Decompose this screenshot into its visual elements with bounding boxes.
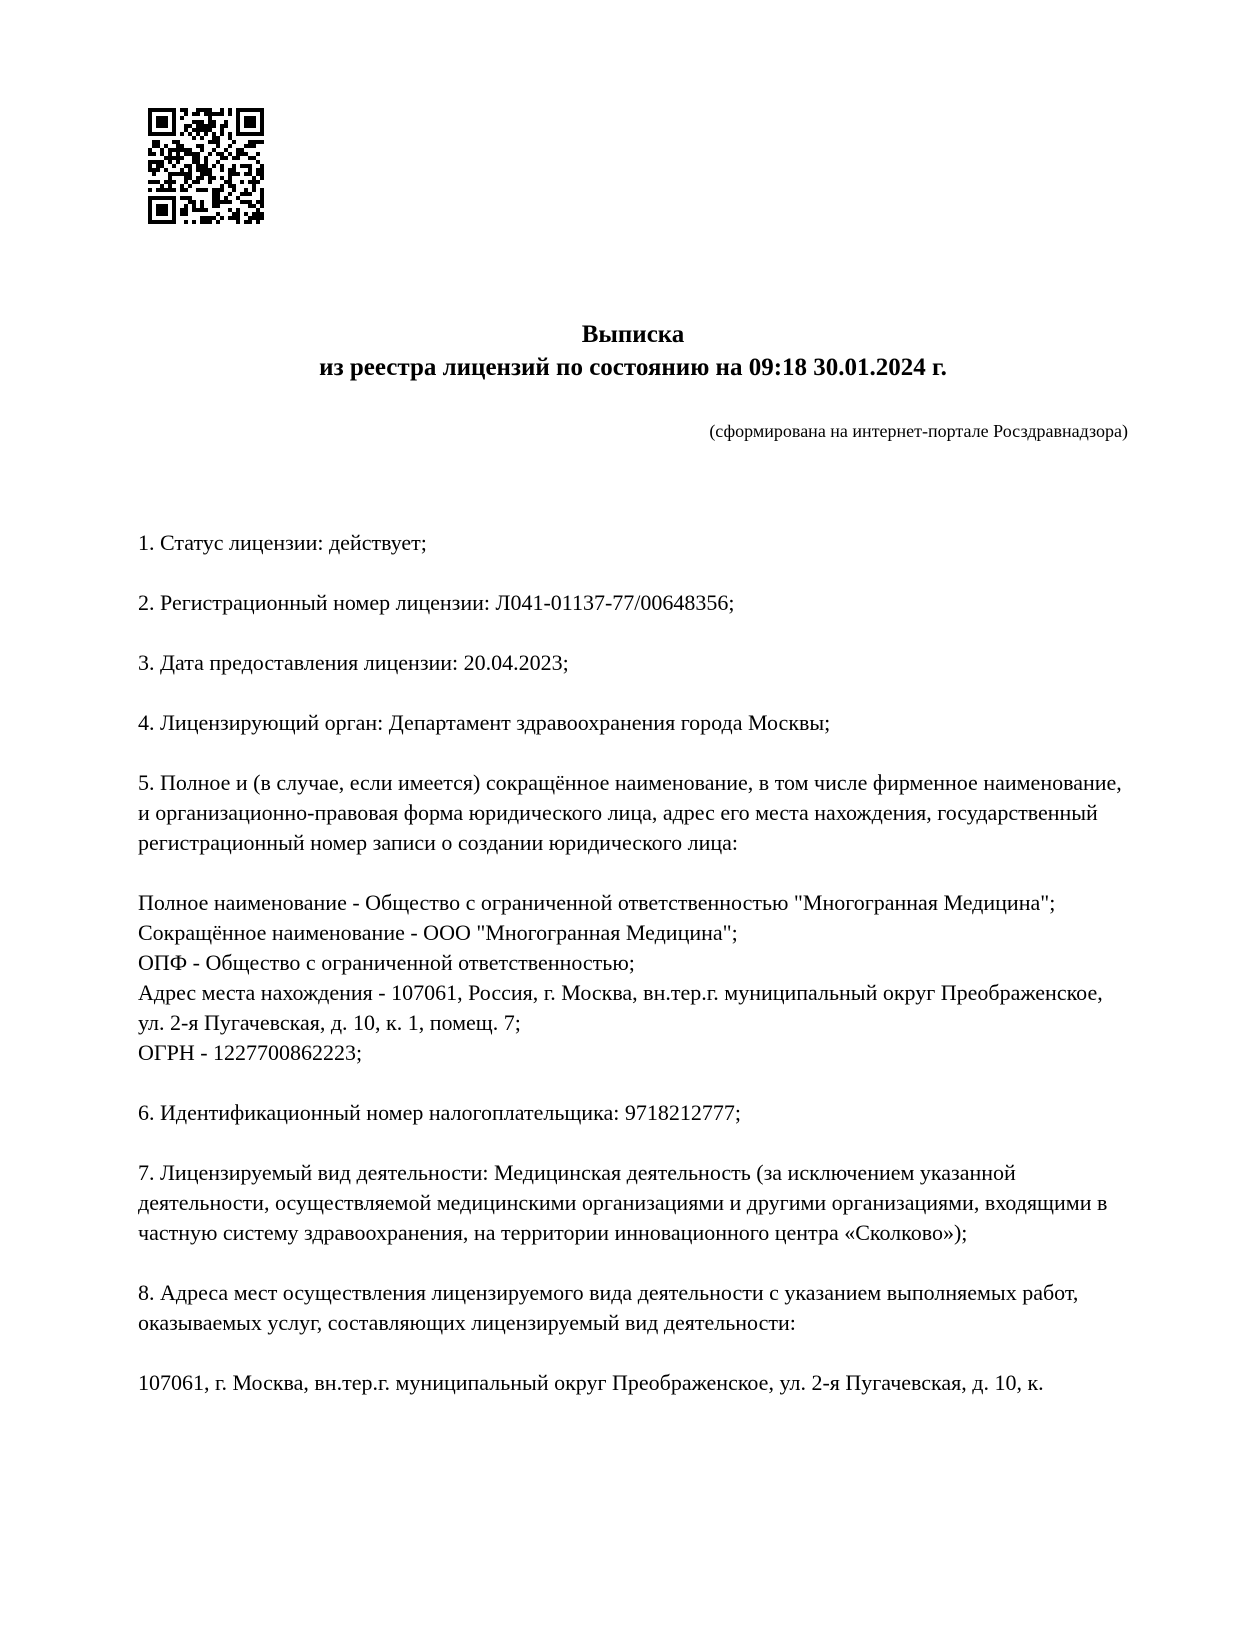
organization-details xyxy=(138,888,1128,1068)
document-content xyxy=(138,318,1128,1398)
item-1-license-status: 1. Статус лицензии: действует; xyxy=(138,530,427,555)
document-title xyxy=(138,318,1128,384)
title-line-2: из реестра лицензий по состоянию на 09:18 30.01.2024 г. xyxy=(319,354,947,381)
item-3-grant-date: 3. Дата предоставления лицензии: 20.04.2023; xyxy=(138,650,569,675)
item-6-taxpayer-id: 6. Идентификационный номер налогоплательщика: 9718212777; xyxy=(138,1100,741,1125)
qr-code xyxy=(148,108,264,224)
org-detail-line: ОГРН - 1227700862223; xyxy=(138,1040,363,1065)
document-subtitle: (сформирована на интернет-портале Росздравнадзора) xyxy=(709,421,1128,441)
org-detail-line: Сокращённое наименование - ООО "Многогранная Медицина"; xyxy=(138,920,738,945)
item-5-organization-details-intro: 5. Полное и (в случае, если имеется) сокращённое наименование, в том числе фирменное наименование, и организационно-правовая форма юридического лица, адрес его места нахождения, государственный регистрационный номер записи о создании юридического лица: xyxy=(138,770,1122,855)
item-8-activity-addresses-intro: 8. Адреса мест осуществления лицензируемого вида деятельности с указанием выполняемых работ, оказываемых услуг, составляющих лицензируемый вид деятельности: xyxy=(138,1280,1079,1335)
item-2-registration-number: 2. Регистрационный номер лицензии: Л041-01137-77/00648356; xyxy=(138,590,735,615)
title-line-1: Выписка xyxy=(581,321,685,348)
item-4-licensing-authority: 4. Лицензирующий орган: Департамент здравоохранения города Москвы; xyxy=(138,710,831,735)
item-7-licensed-activity: 7. Лицензируемый вид деятельности: Медицинская деятельность (за исключением указанной деятельности, осуществляемой медицинскими организациями и другими организациями, входящими в частную систему здравоохранения, на территории инновационного центра «Сколково»); xyxy=(138,1160,1108,1245)
activity-address: 107061, г. Москва, вн.тер.г. муниципальный округ Преображенское, ул. 2-я Пугачевская, д. 10, к. xyxy=(138,1370,1044,1395)
document-body xyxy=(138,528,1128,1398)
org-detail-line: Полное наименование - Общество с ограниченной ответственностью "Многогранная Медицина"; xyxy=(138,890,1056,915)
org-detail-line: Адрес места нахождения - 107061, Россия, г. Москва, вн.тер.г. муниципальный округ Преображенское, ул. 2-я Пугачевская, д. 10, к. 1, помещ. 7; xyxy=(138,980,1103,1035)
org-detail-line: ОПФ - Общество с ограниченной ответственностью; xyxy=(138,950,635,975)
